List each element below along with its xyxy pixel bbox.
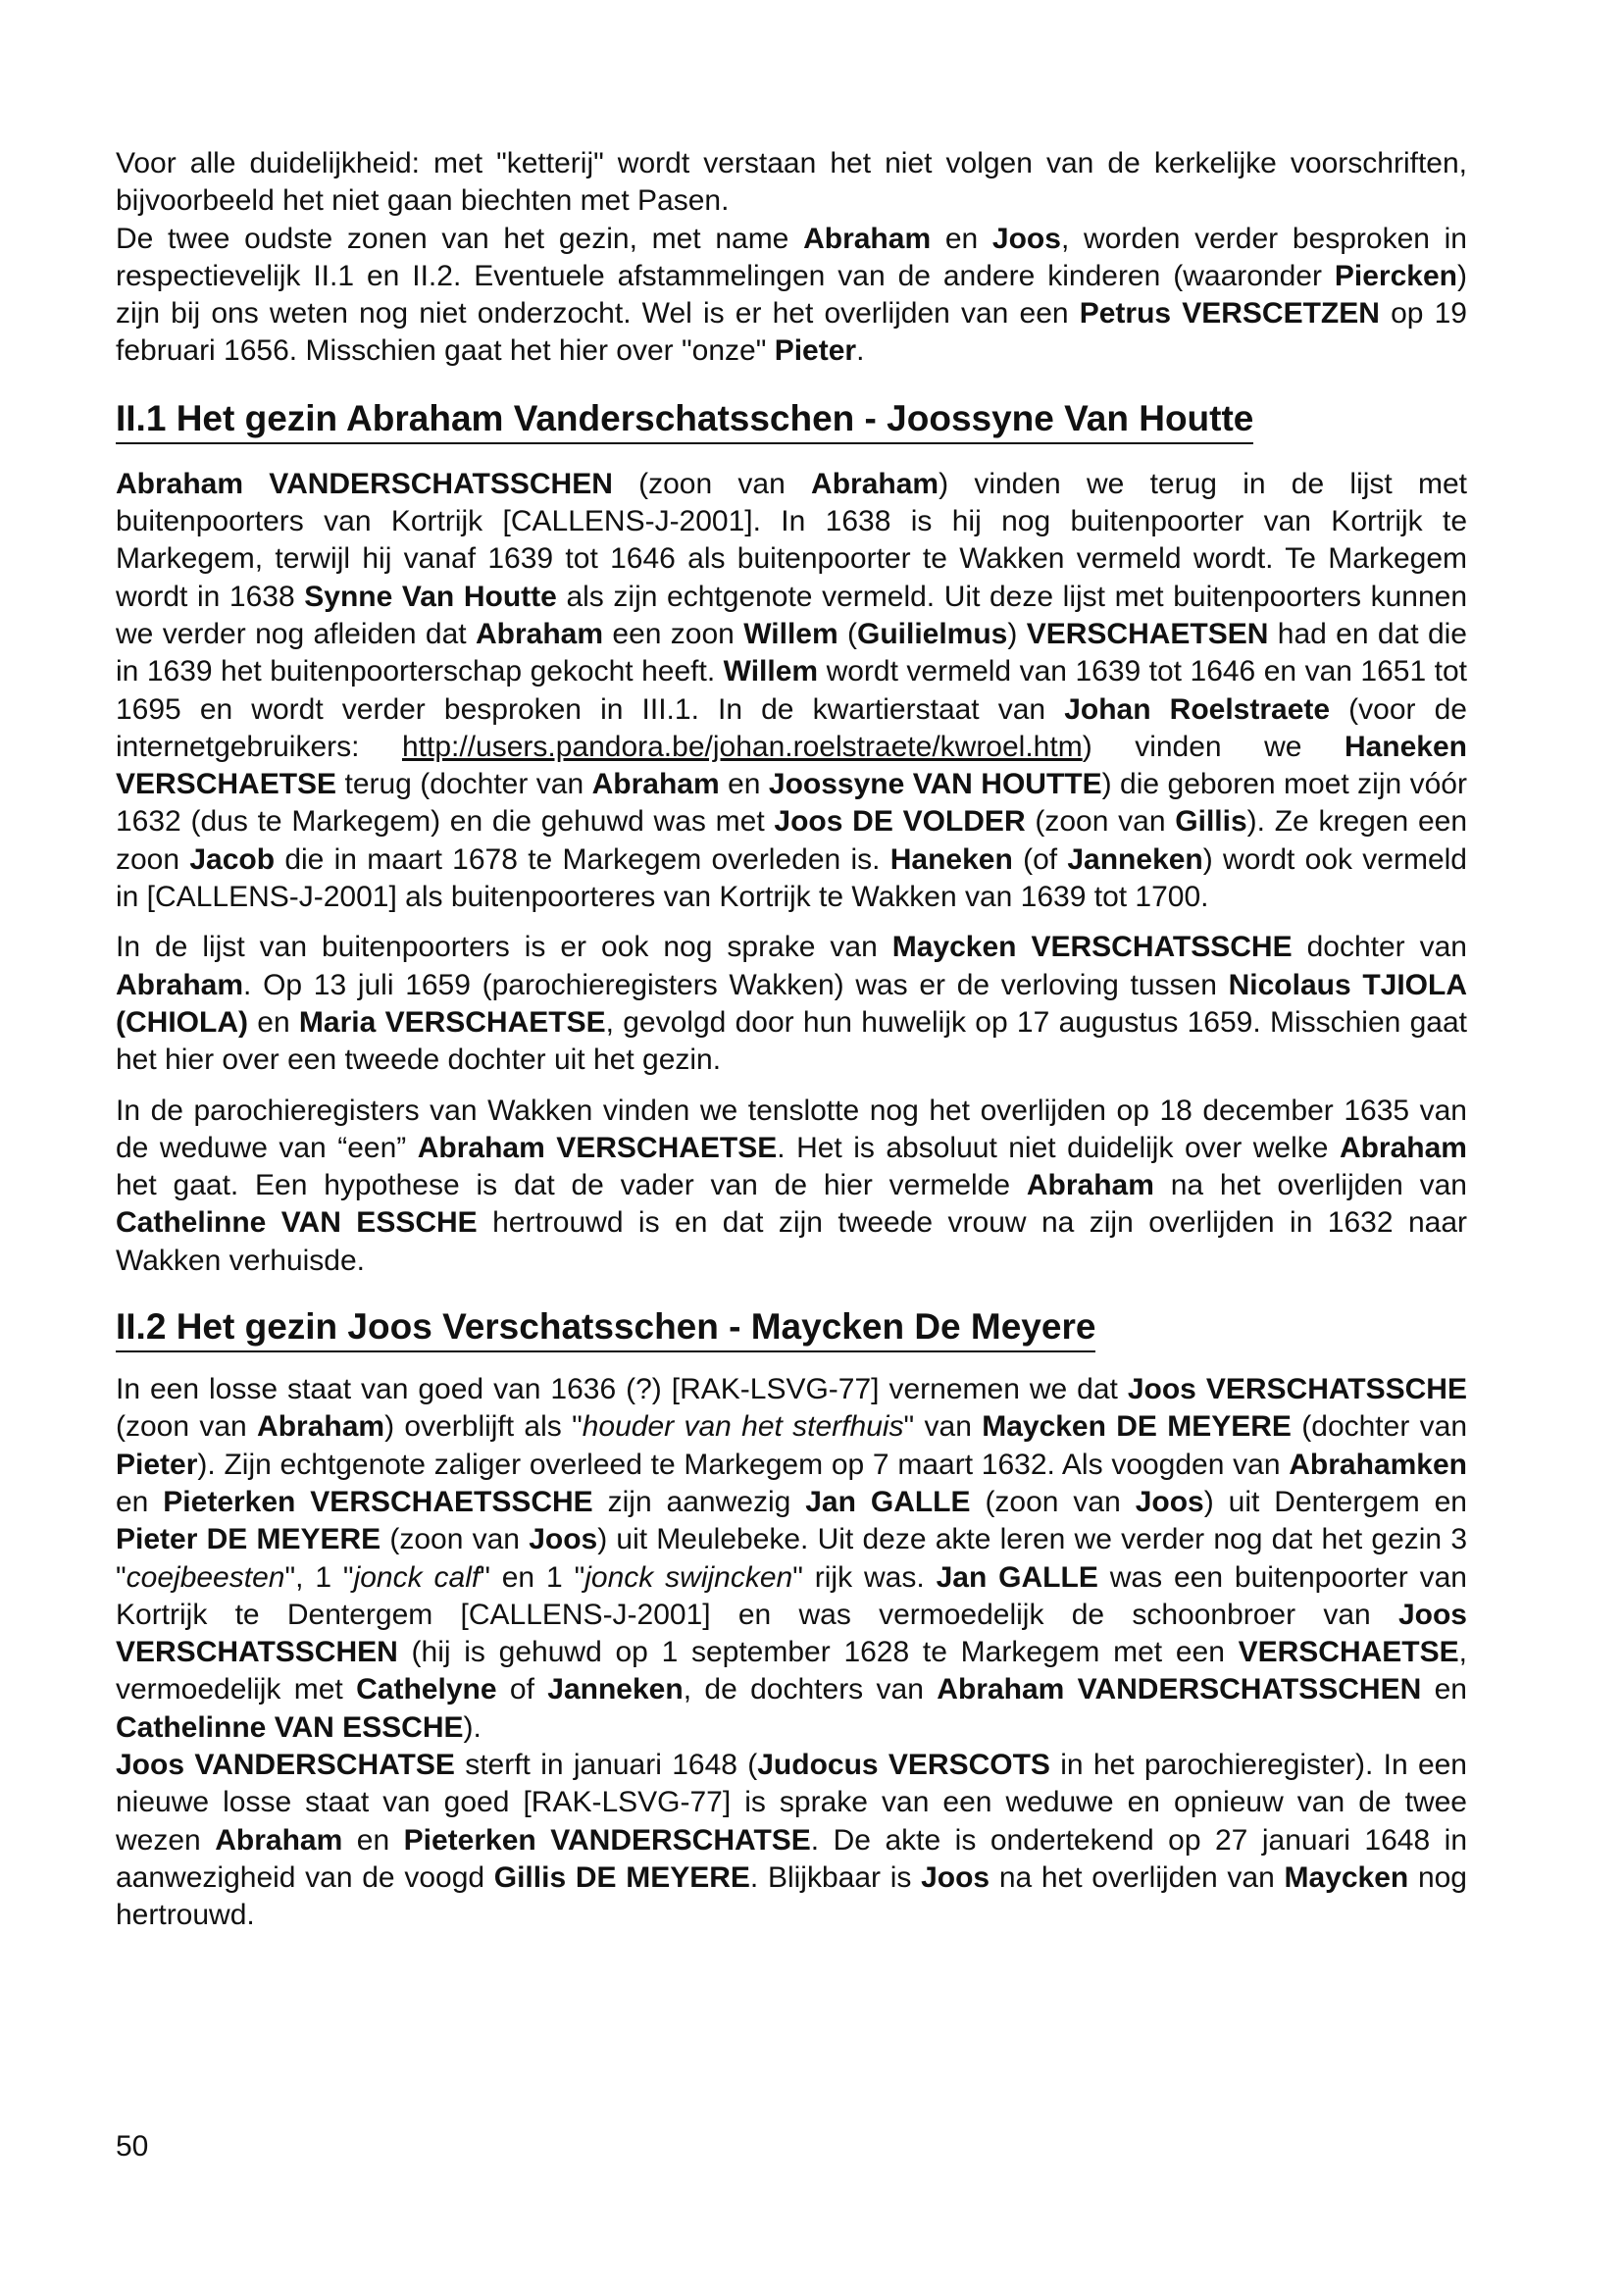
text-run: en [116, 1485, 164, 1518]
quoted-term: coejbeesten [126, 1560, 285, 1594]
text-run: , vermoedelijk met [116, 1636, 1467, 1706]
person-name: Synne Van Houtte [304, 580, 557, 613]
person-name: Gillis [1175, 805, 1247, 839]
text-run: . De akte is ondertekend op 27 januari 1648 in aanwezigheid van de voogd [116, 1823, 1468, 1894]
section-2-paragraph-1 [116, 1371, 1467, 1747]
text-run: als zijn echtgenote vermeld. Uit deze lijst met buitenpoorters kunnen we verder nog afleiden dat [116, 580, 1468, 650]
section-1-paragraph-1 [116, 466, 1467, 917]
person-name: Maycken DE MEYERE [982, 1410, 1292, 1444]
person-name: Nicolaus TJIOLA [1228, 968, 1468, 1001]
text-run: , gevolgd door hun huwelijk op 17 augustus 1659. Misschien gaat het hier over een tweede dochter uit het gezin. [116, 1005, 1468, 1077]
text-run: " en 1 " [480, 1560, 585, 1594]
text-run: ) uit Dentergem en [1203, 1485, 1467, 1518]
text-run: . Het is absoluut niet duidelijk over welke [777, 1131, 1340, 1164]
page-number: 50 [116, 2130, 149, 2163]
text-run: en [719, 768, 769, 801]
person-name: Abraham [811, 467, 939, 500]
person-name: Piercken [1334, 259, 1457, 292]
person-name: Joos [1135, 1485, 1204, 1518]
quoted-term: jonck swijncken [584, 1560, 793, 1594]
person-name: Judocus VERSCOTS [757, 1748, 1050, 1781]
section-1-heading-wrap [116, 396, 1467, 444]
person-name: Joos [921, 1860, 990, 1894]
text-run: wordt vermeld van 1639 tot 1646 en van 1651 tot 1695 en wordt verder besproken in III.1. In de kwartierstaat van [116, 655, 1467, 726]
person-name: Joos VERSCHATSSCHE [1127, 1373, 1467, 1406]
page-content [116, 145, 1467, 1934]
quoted-term: jonck calf [353, 1560, 481, 1594]
text-run: (zoon van [970, 1485, 1136, 1518]
person-name: Abraham VANDERSCHATSSCHEN [937, 1673, 1422, 1706]
person-name: Pieter [116, 1448, 198, 1481]
text-run: , worden verder besproken in respectievelijk II.1 en II.2. Eventuele afstammelingen van de andere kinderen (waaronder [116, 222, 1467, 292]
text-run: op 19 februari 1656. Misschien gaat het hier over "onze" [116, 297, 1467, 368]
text-run: . [856, 334, 865, 368]
person-name: Joos DE VOLDER [774, 805, 1026, 839]
person-name: Willem [743, 617, 838, 650]
section-1-paragraph-3 [116, 1093, 1467, 1280]
person-name: Jacob [189, 842, 276, 876]
text-run: (voor de internetgebruikers: [116, 692, 1467, 763]
text-run: . Op 13 juli 1659 (parochieregisters Wakken) was er de verloving tussen [243, 968, 1229, 1001]
text-run: ). [463, 1710, 482, 1744]
text-run: ) zijn bij ons weten nog niet onderzocht. Wel is er het overlijden van een [116, 259, 1467, 331]
person-name: (CHIOLA) [116, 1005, 248, 1039]
person-name: Abraham [1026, 1169, 1154, 1202]
person-name: Johan Roelstraete [1064, 692, 1331, 726]
text-run: nog hertrouwd. [116, 1860, 1467, 1932]
text-run: ", 1 " [284, 1560, 354, 1594]
person-name: Cathelinne VAN ESSCHE [116, 1206, 478, 1240]
text-run: sterft in januari 1648 ( [454, 1748, 758, 1781]
text-run: was een buitenpoorter van Kortrijk te Dentergem [CALLENS-J-2001] en was vermoedelijk de schoonbroer van [116, 1560, 1467, 1631]
text-run: , de dochters van [683, 1673, 938, 1706]
person-name: Joos [991, 222, 1061, 255]
text-run: ) wordt ook vermeld in [CALLENS-J-2001] als buitenpoorteres van Kortrijk te Wakken van 1639 tot 1700. [116, 842, 1467, 914]
person-name: Joossyne VAN HOUTTE [768, 768, 1102, 801]
person-name: Abraham [476, 617, 604, 650]
person-name: Abraham [1339, 1131, 1467, 1164]
person-name: Pieterken VANDERSCHATSE [403, 1823, 811, 1857]
person-name: Haneken [889, 842, 1013, 876]
person-name: Cathelyne [356, 1673, 497, 1706]
person-name: Joos [529, 1523, 598, 1556]
text-run: ) [1007, 617, 1027, 650]
text-run: ) die geboren moet zijn vóór 1632 (dus te Markegem) en die gehuwd was met [116, 768, 1467, 839]
person-name: Abraham [116, 968, 244, 1001]
text-run: In de parochieregisters van Wakken vinden we tenslotte nog het overlijden op 18 december 1635 van de weduwe van “een” [116, 1094, 1467, 1164]
text-run: ) overblijft als " [384, 1410, 583, 1444]
person-name: VERSCHAETSEN [1026, 617, 1269, 650]
person-name: Maycken [1284, 1860, 1409, 1894]
text-run: (dochter van [1291, 1410, 1468, 1444]
person-name: Joos VERSCHATSSCHEN [116, 1598, 1467, 1669]
text-run: zijn aanwezig [592, 1485, 806, 1518]
person-name: Joos VANDERSCHATSE [116, 1748, 455, 1781]
section-2-paragraph-2 [116, 1747, 1467, 1934]
person-name: Maria VERSCHAETSE [298, 1005, 606, 1039]
intro-paragraph-2 [116, 221, 1467, 371]
section-2-heading-wrap [116, 1304, 1467, 1352]
text-run: . Blijkbaar is [749, 1860, 922, 1894]
person-name: Guilielmus [856, 617, 1008, 650]
person-name: Gillis DE MEYERE [493, 1860, 750, 1894]
section-1-heading: II.1 Het gezin Abraham Vanderschatsschen - Joossyne Van Houtte [116, 396, 1253, 444]
person-name: VERSCHAETSE [1238, 1636, 1459, 1669]
text-run: " rijk was. [792, 1560, 937, 1594]
person-name: Pieter [774, 334, 857, 368]
text-run: In een losse staat van goed van 1636 (?) [RAK-LSVG-77] vernemen we dat [116, 1373, 1128, 1406]
text-run: of [496, 1673, 548, 1706]
text-run: ) vinden we terug in de lijst met buitenpoorters van Kortrijk [CALLENS-J-2001]. In 1638 is hij nog buitenpoorter van Kortrijk te Markegem, terwijl hij vanaf 1639 tot 1646 als buitenpoorter te Wakken vermeld wordt. Te Markegem wordt in 1638 [116, 467, 1468, 613]
text-run: (zoon van [116, 1410, 258, 1444]
person-name: Cathelinne VAN ESSCHE [116, 1710, 464, 1744]
person-name: Abraham [215, 1823, 343, 1857]
person-name: Janneken [547, 1673, 684, 1706]
person-name: Willem [723, 655, 819, 688]
text-run: dochter van [1292, 931, 1467, 964]
text-run: na het overlijden van [1153, 1169, 1467, 1202]
person-name: Abraham [591, 768, 720, 801]
text-run: had en dat die in 1639 het buitenpoorterschap gekocht heeft. [116, 617, 1467, 688]
text-run: en [931, 222, 992, 255]
text-run: De twee oudste zonen van het gezin, met name [116, 222, 804, 255]
person-name: Maycken VERSCHATSSCHE [891, 931, 1293, 964]
text-run: ). Zijn echtgenote zaliger overleed te Markegem op 7 maart 1632. Als voogden van [197, 1448, 1290, 1481]
text-run: (zoon van [612, 467, 812, 500]
text-run: in het parochieregister). In een nieuwe losse staat van goed [RAK-LSVG-77] is sprake van een weduwe en opnieuw van de twee wezen [116, 1748, 1467, 1857]
text-run: (zoon van [1025, 805, 1176, 839]
person-name: Haneken VERSCHAETSE [116, 730, 1467, 801]
person-name: Janneken [1067, 842, 1203, 876]
text-run: terug (dochter van [336, 768, 592, 801]
section-1-paragraph-2 [116, 929, 1467, 1079]
person-name: Jan GALLE [936, 1560, 1098, 1594]
person-name: Abrahamken [1289, 1448, 1467, 1481]
text-run: (of [1012, 842, 1068, 876]
person-name: Pieter DE MEYERE [116, 1523, 381, 1556]
text-run: ). Ze kregen een zoon [116, 805, 1468, 876]
person-name: Abraham VERSCHAETSE [417, 1131, 778, 1164]
text-run: die in maart 1678 te Markegem overleden is. [275, 842, 890, 876]
person-name: Jan GALLE [805, 1485, 971, 1518]
text-run: " van [903, 1410, 983, 1444]
text-run: ) uit Meulebeke. Uit deze akte leren we verder nog dat het gezin 3 " [116, 1523, 1467, 1594]
person-name: Abraham [257, 1410, 385, 1444]
text-run: na het overlijden van [990, 1860, 1285, 1894]
quoted-term: houder van het sterfhuis [582, 1410, 904, 1444]
text-run: hertrouwd is en dat zijn tweede vrouw na zijn overlijden in 1632 naar Wakken verhuisde. [116, 1206, 1467, 1277]
section-2-heading: II.2 Het gezin Joos Verschatsschen - Maycken De Meyere [116, 1304, 1095, 1352]
text-run: ( [837, 617, 857, 650]
person-name: Pieterken VERSCHAETSSCHE [163, 1485, 593, 1518]
person-name: Abraham [803, 222, 932, 255]
person-name: Petrus VERSCETZEN [1079, 297, 1380, 331]
text-run: en [1421, 1673, 1467, 1706]
text-run: ) vinden we [1082, 730, 1345, 763]
text-run: het gaat. Een hypothese is dat de vader van de hier vermelde [116, 1169, 1027, 1202]
person-name: Abraham VANDERSCHATSSCHEN [116, 467, 613, 500]
text-run: en [247, 1005, 299, 1039]
text-run: (zoon van [381, 1523, 530, 1556]
website-link[interactable]: http://users.pandora.be/johan.roelstraete/kwroel.htm [401, 730, 1083, 763]
text-run: In de lijst van buitenpoorters is er ook nog sprake van [116, 931, 892, 964]
text-run: een zoon [603, 617, 744, 650]
text-run: en [342, 1823, 404, 1857]
intro-paragraph-1: Voor alle duidelijkheid: met "ketterij" wordt verstaan het niet volgen van de kerkelijke voorschriften, bijvoorbeeld het niet gaan biechten met Pasen. [116, 147, 1467, 218]
text-run: (hij is gehuwd op 1 september 1628 te Markegem met een [397, 1636, 1239, 1669]
